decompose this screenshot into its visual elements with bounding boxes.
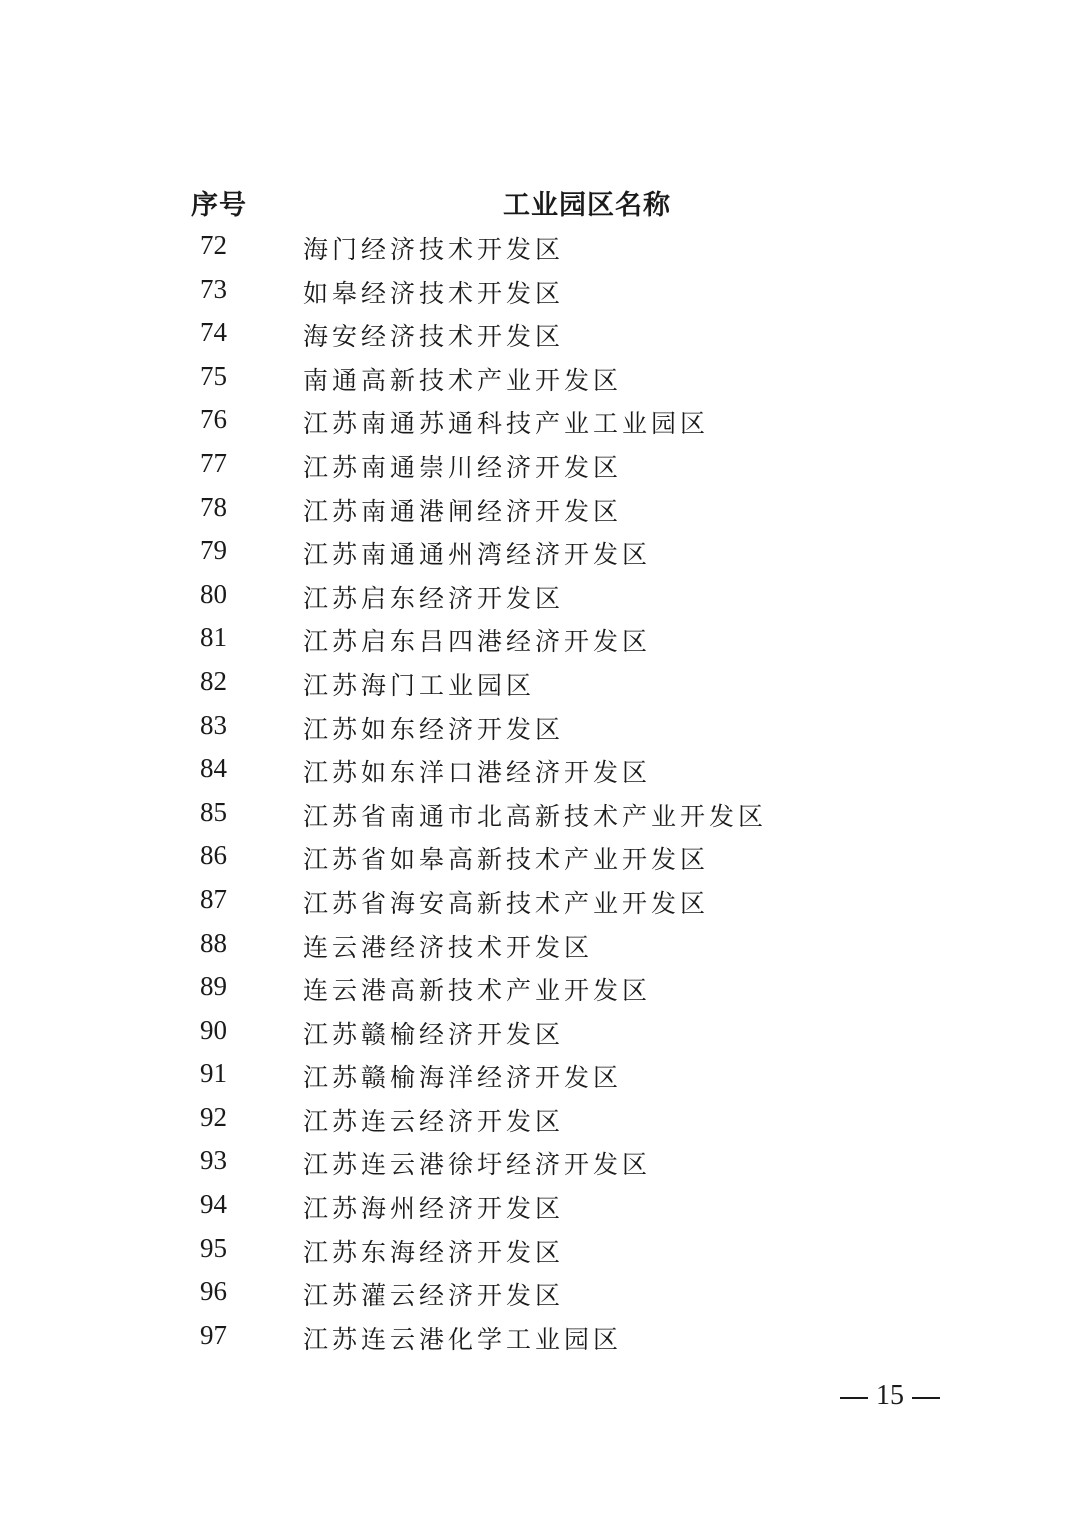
park-name: 江苏启东吕四港经济开发区: [303, 627, 652, 657]
table-header: [0, 183, 1080, 227]
row-number: 72: [200, 230, 227, 260]
row-number: 92: [200, 1101, 227, 1132]
row-number: 81: [200, 622, 227, 653]
park-name: 连云港经济技术开发区: [303, 932, 594, 962]
park-name: 海安经济技术开发区: [303, 322, 565, 352]
park-name: 江苏如东经济开发区: [303, 714, 565, 744]
park-name: 江苏南通通州湾经济开发区: [303, 540, 652, 570]
row-number: 86: [200, 840, 227, 871]
park-name: 江苏南通崇川经济开发区: [303, 452, 623, 482]
table-row: [0, 531, 1080, 575]
table-row: [0, 226, 1080, 270]
table-row: [0, 793, 1080, 837]
park-name: 江苏南通港闸经济开发区: [303, 496, 623, 526]
table-row: [0, 357, 1080, 401]
park-name: 江苏连云港徐圩经济开发区: [303, 1150, 652, 1180]
table-row: [0, 706, 1080, 750]
row-number: 78: [200, 491, 227, 522]
park-name: 江苏连云经济开发区: [303, 1106, 565, 1136]
row-number: 97: [200, 1319, 227, 1350]
park-name: 江苏省南通市北高新技术产业开发区: [303, 801, 768, 831]
row-number: 87: [200, 883, 227, 914]
park-name: 连云港高新技术产业开发区: [303, 976, 652, 1006]
table-row: [0, 270, 1080, 314]
park-name: 如皋经济技术开发区: [303, 278, 565, 308]
row-number: 79: [200, 535, 227, 566]
park-name: 江苏连云港化学工业园区: [303, 1324, 623, 1354]
row-number: 77: [200, 447, 227, 478]
row-number: 91: [200, 1058, 227, 1089]
table-row: [0, 313, 1080, 357]
table-row: [0, 575, 1080, 619]
row-number: 73: [200, 273, 227, 304]
park-name: 江苏东海经济开发区: [303, 1237, 565, 1267]
row-number: 74: [200, 317, 227, 348]
park-name: 江苏赣榆海洋经济开发区: [303, 1063, 623, 1093]
park-name: 江苏赣榆经济开发区: [303, 1019, 565, 1049]
page-number: 15: [876, 1380, 904, 1411]
footer-dash-left: [840, 1397, 868, 1399]
table-row: [0, 1185, 1080, 1229]
park-name: 南通高新技术产业开发区: [303, 365, 623, 395]
footer-dash-right: [912, 1397, 940, 1399]
table-row: [0, 1098, 1080, 1142]
page-footer: [832, 1380, 948, 1412]
table-row: [0, 444, 1080, 488]
row-number: 83: [200, 709, 227, 740]
table-row: [0, 1011, 1080, 1055]
table-row: [0, 749, 1080, 793]
table-row: [0, 1141, 1080, 1185]
table-row: [0, 662, 1080, 706]
column-header-park-name: 工业园区名称: [503, 190, 671, 221]
table-row: [0, 1272, 1080, 1316]
table-row: [0, 400, 1080, 444]
table-row: [0, 924, 1080, 968]
park-name: 江苏海门工业园区: [303, 670, 536, 700]
table-row: [0, 1316, 1080, 1360]
row-number: 82: [200, 665, 227, 696]
park-name: 江苏海州经济开发区: [303, 1194, 565, 1224]
row-number: 76: [200, 404, 227, 435]
table-row: [0, 1054, 1080, 1098]
row-number: 84: [200, 753, 227, 784]
row-number: 89: [200, 971, 227, 1002]
table-row: [0, 836, 1080, 880]
table-row: [0, 618, 1080, 662]
row-number: 96: [200, 1276, 227, 1307]
row-number: 88: [200, 927, 227, 958]
park-name: 江苏如东洋口港经济开发区: [303, 758, 652, 788]
row-number: 94: [200, 1189, 227, 1220]
park-name: 江苏南通苏通科技产业工业园区: [303, 409, 710, 439]
park-name: 江苏省海安高新技术产业开发区: [303, 888, 710, 918]
park-name: 江苏启东经济开发区: [303, 583, 565, 613]
park-name: 海门经济技术开发区: [303, 235, 565, 264]
row-number: 75: [200, 360, 227, 391]
park-name: 江苏灌云经济开发区: [303, 1281, 565, 1311]
row-number: 90: [200, 1014, 227, 1045]
table-row: [0, 967, 1080, 1011]
row-number: 93: [200, 1145, 227, 1176]
row-number: 95: [200, 1232, 227, 1263]
row-number: 80: [200, 578, 227, 609]
table-row: [0, 880, 1080, 924]
table-body: [0, 226, 1080, 1359]
table-row: [0, 488, 1080, 532]
table-row: [0, 1229, 1080, 1273]
row-number: 85: [200, 796, 227, 827]
column-header-number: 序号: [191, 190, 247, 221]
park-name: 江苏省如皋高新技术产业开发区: [303, 845, 710, 875]
